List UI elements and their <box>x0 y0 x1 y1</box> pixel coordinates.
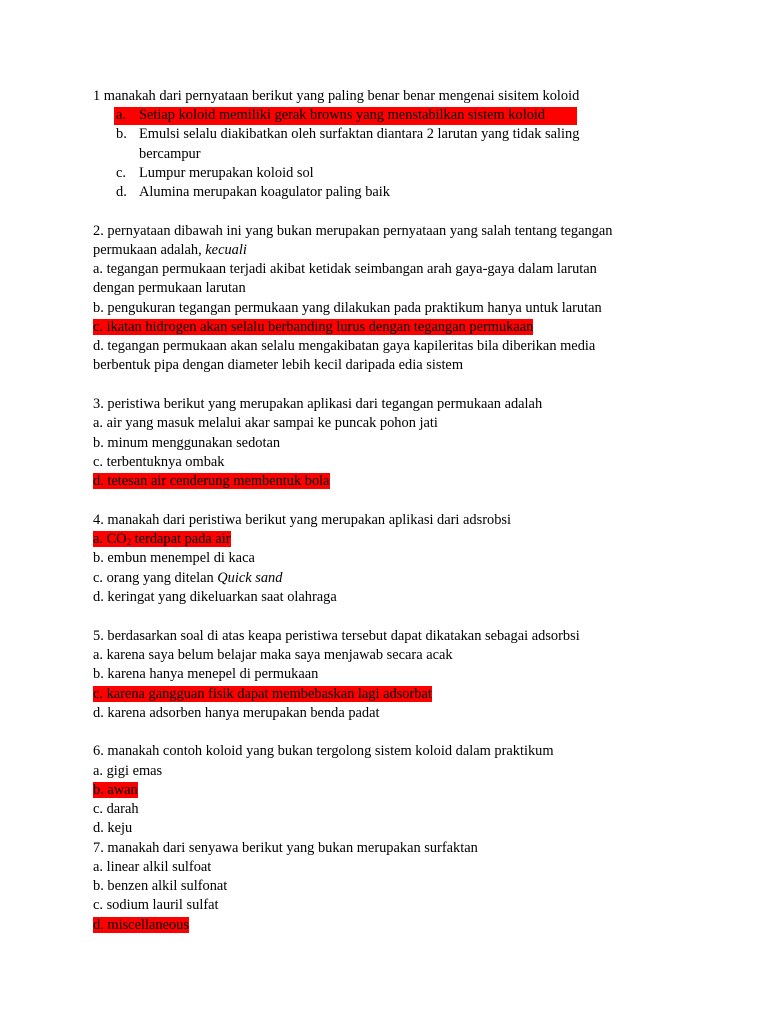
q7-option-a: a. linear alkil sulfoat <box>93 859 212 875</box>
q5-option-b: b. karena hanya menepel di permukaan <box>93 666 319 682</box>
q1-option-b: Emulsi selalu diakibatkan oleh surfaktan diantara 2 larutan yang tidak saling <box>139 126 580 142</box>
question-6: 6. manakah contoh koloid yang bukan tergolong sistem koloid dalam praktikum <box>93 743 554 759</box>
q4-option-d: d. keringat yang dikeluarkan saat olahraga <box>93 589 337 605</box>
q2-option-c: c. ikatan hidrogen akan selalu berbanding lurus dengan tegangan permukaan <box>93 319 534 335</box>
q1-option-d: Alumina merupakan koagulator paling baik <box>139 184 390 200</box>
question-3: 3. peristiwa berikut yang merupakan aplikasi dari tegangan permukaan adalah <box>93 396 543 412</box>
q2-option-d-cont: berbentuk pipa dengan diameter lebih kecil daripada edia sistem <box>93 357 464 373</box>
q4-option-c: c. orang yang ditelan Quick sand <box>93 570 283 586</box>
q5-option-a: a. karena saya belum belajar maka saya menjawab secara acak <box>93 647 453 663</box>
q1-option-c: Lumpur merupakan koloid sol <box>139 165 314 181</box>
q1-option-d-letter: d. <box>116 184 127 200</box>
q6-option-c: c. darah <box>93 801 139 817</box>
question-2-line2: permukaan adalah, kecuali <box>93 242 247 258</box>
question-5: 5. berdasarkan soal di atas keapa peristiwa tersebut dapat dikatakan sebagai adsorbsi <box>93 628 580 644</box>
question-2-line1: 2. pernyataan dibawah ini yang bukan merupakan pernyataan yang salah tentang tegangan <box>93 223 613 239</box>
q1-option-b-letter: b. <box>116 126 127 142</box>
q3-option-d: d. tetesan air cenderung membentuk bola <box>93 473 330 489</box>
q1-option-b-cont: bercampur <box>139 146 201 162</box>
question-2-emphasis: kecuali <box>205 242 247 258</box>
q1-option-a-letter: a. <box>116 107 126 123</box>
q3-option-a: a. air yang masuk melalui akar sampai ke puncak pohon jati <box>93 415 438 431</box>
q4-option-a: a. $CO_2$ terdapat pada air <box>93 531 231 547</box>
q6-option-a: a. gigi emas <box>93 763 163 779</box>
q7-option-d: d. miscellaneous <box>93 917 189 933</box>
question-1: 1 manakah dari pernyataan berikut yang paling benar benar mengenai sisitem koloid <box>93 88 580 104</box>
question-7: 7. manakah dari senyawa berikut yang bukan merupakan surfaktan <box>93 840 478 856</box>
q5-option-d: d. karena adsorben hanya merupakan benda padat <box>93 705 380 721</box>
q7-option-c: c. sodium lauril sulfat <box>93 897 219 913</box>
q5-option-c: c. karena gangguan fisik dapat membebaskan lagi adsorbat <box>93 686 432 702</box>
q4-option-b: b. embun menempel di kaca <box>93 550 255 566</box>
question-4: 4. manakah dari peristiwa berikut yang merupakan aplikasi dari adsrobsi <box>93 512 511 528</box>
q6-option-b: b. awan <box>93 782 138 798</box>
q2-option-d: d. tegangan permukaan akan selalu mengakibatan gaya kapileritas bila diberikan media <box>93 338 596 354</box>
q6-option-d: d. keju <box>93 820 133 836</box>
q2-option-a: a. tegangan permukaan terjadi akibat ketidak seimbangan arah gaya-gaya dalam larutan <box>93 261 597 277</box>
q2-option-a-cont: dengan permukaan larutan <box>93 280 246 296</box>
q1-option-a: Setiap koloid memiliki gerak browns yang menstabilkan sistem koloid <box>139 107 546 123</box>
q1-option-c-letter: c. <box>116 165 126 181</box>
q2-option-b: b. pengukuran tegangan permukaan yang dilakukan pada praktikum hanya untuk larutan <box>93 300 602 316</box>
q3-option-c: c. terbentuknya ombak <box>93 454 225 470</box>
q3-option-b: b. minum menggunakan sedotan <box>93 435 281 451</box>
q7-option-b: b. benzen alkil sulfonat <box>93 878 228 894</box>
